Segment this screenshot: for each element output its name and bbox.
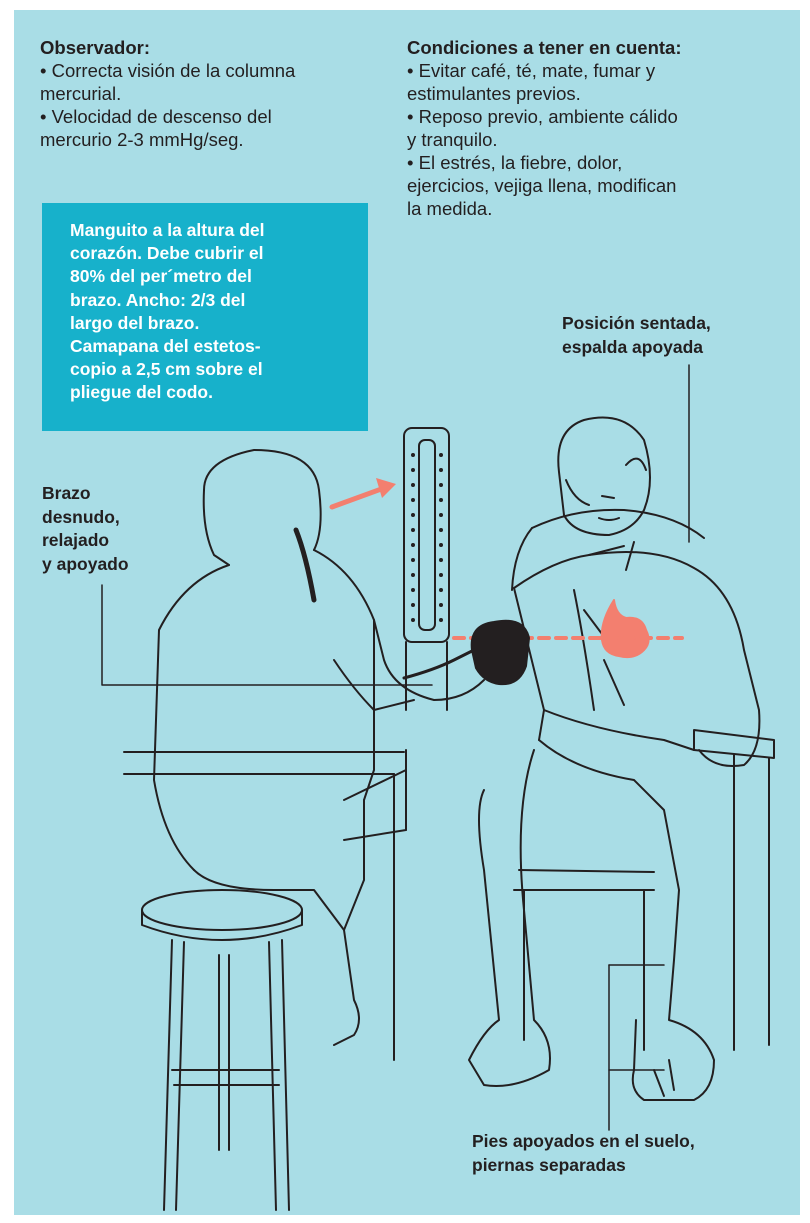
- arm-label-line: desnudo,: [42, 506, 120, 527]
- table: [124, 750, 406, 1060]
- conditions-line: y tranquilo.: [407, 129, 498, 150]
- callout-lines: [102, 365, 689, 1130]
- cuff-info-line: copio a 2,5 cm sobre el: [70, 359, 263, 380]
- patient-chair: [512, 510, 774, 1050]
- observer-line: mercurial.: [40, 83, 122, 104]
- cuff-info-line: pliegue del codo.: [70, 382, 213, 403]
- conditions-line: estimulantes previos.: [407, 83, 581, 104]
- feet-label-line: piernas separadas: [472, 1154, 626, 1175]
- heart-icon: [602, 600, 649, 657]
- illustration-panel: [14, 10, 800, 1215]
- cuff-info-box: [42, 203, 368, 431]
- observer-heading: Observador:: [40, 37, 151, 58]
- cuff-info-line: Manguito a la altura del: [70, 220, 265, 240]
- observer-text: [40, 36, 295, 151]
- cuff-info-text: [70, 219, 360, 405]
- cuff-info-line: corazón. Debe cubrir el: [70, 243, 264, 264]
- conditions-line: • Evitar café, té, mate, fumar y: [407, 60, 656, 81]
- conditions-line: • El estrés, la fiebre, dolor,: [407, 152, 623, 173]
- conditions-line: la medida.: [407, 198, 493, 219]
- posture-label-line: espalda apoyada: [562, 336, 704, 357]
- arm-label: [42, 482, 129, 576]
- stool: [142, 890, 302, 1210]
- conditions-line: • Reposo previo, ambiente cálido: [407, 106, 678, 127]
- arm-label-line: relajado: [42, 530, 110, 550]
- arm-label-line: y apoyado: [42, 553, 129, 574]
- feet-label: [472, 1130, 695, 1177]
- cuff: [472, 621, 529, 684]
- observer-line: • Correcta visión de la columna: [40, 60, 296, 81]
- posture-label-line: Posición sentada,: [562, 313, 711, 333]
- patient-figure: [469, 418, 759, 1101]
- sphygmomanometer: [404, 428, 449, 710]
- feet-label-line: Pies apoyados en el suelo,: [472, 1131, 695, 1151]
- cuff-info-line: largo del brazo.: [70, 312, 200, 333]
- posture-label: [562, 312, 711, 359]
- cuff-info-line: brazo. Ancho: 2/3 del: [70, 289, 246, 310]
- arrow-to-column-icon: [332, 478, 396, 507]
- arm-label-line: Brazo: [42, 483, 91, 503]
- conditions-heading: Condiciones a tener en cuenta:: [407, 37, 682, 58]
- cuff-info-line: 80% del per´metro del: [70, 266, 252, 287]
- observer-line: mercurio 2-3 mmHg/seg.: [40, 129, 244, 150]
- conditions-line: ejercicios, vejiga llena, modifican: [407, 175, 677, 196]
- cuff-info-line: Camapana del estetos-: [70, 336, 261, 357]
- conditions-text: [407, 36, 681, 220]
- observer-line: • Velocidad de descenso del: [40, 106, 272, 127]
